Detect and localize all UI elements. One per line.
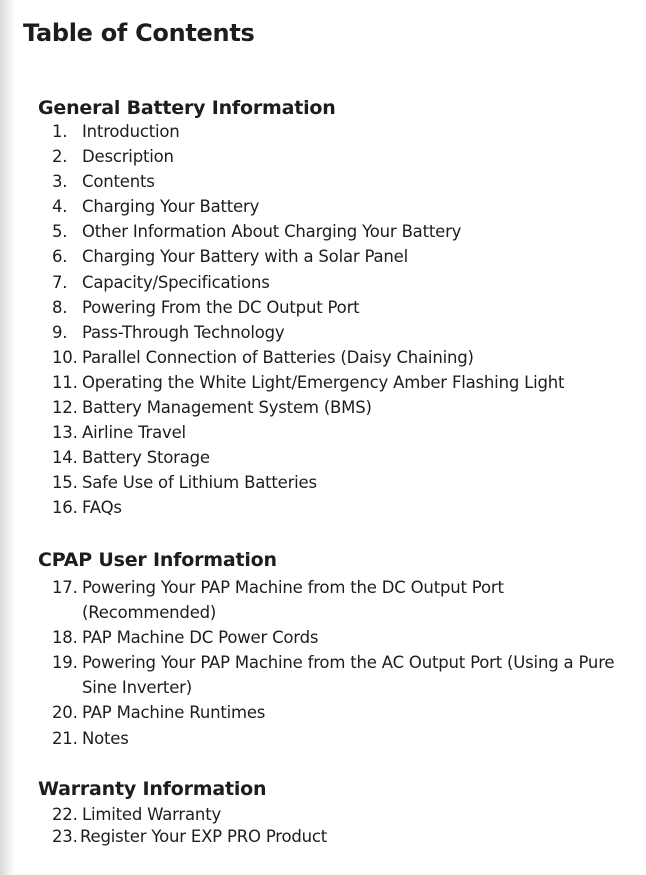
- section-heading-general: General Battery Information: [38, 97, 336, 119]
- toc-item[interactable]: 5. Other Information About Charging Your Battery: [52, 222, 462, 242]
- toc-item[interactable]: 17. Powering Your PAP Machine from the DC Output Port (Recommended): [52, 578, 504, 623]
- toc-item[interactable]: 10. Parallel Connection of Batteries (Daisy Chaining): [52, 347, 474, 367]
- toc-item[interactable]: 11. Operating the White Light/Emergency Amber Flashing Light: [52, 372, 565, 392]
- toc-item[interactable]: 12. Battery Management System (BMS): [52, 398, 372, 418]
- toc-item[interactable]: 23. Register Your EXP PRO Product: [52, 827, 328, 846]
- section-heading-warranty: Warranty Information: [38, 778, 267, 800]
- toc-item[interactable]: 7. Capacity/Specifications: [52, 272, 270, 292]
- page-title: Table of Contents: [23, 19, 255, 47]
- toc-item[interactable]: 2. Description: [52, 147, 174, 167]
- toc-item[interactable]: 4. Charging Your Battery: [52, 197, 260, 217]
- toc-list-warranty: [0, 804, 627, 848]
- toc-item[interactable]: 3. Contents: [52, 172, 155, 192]
- toc-item[interactable]: 20. PAP Machine Runtimes: [52, 703, 266, 723]
- toc-item[interactable]: 9. Pass-Through Technology: [52, 322, 285, 342]
- toc-item[interactable]: 8. Powering From the DC Output Port: [52, 297, 360, 317]
- toc-item[interactable]: 22. Limited Warranty: [52, 805, 222, 824]
- toc-list-general: [0, 119, 627, 521]
- section-heading-cpap: CPAP User Information: [38, 549, 277, 571]
- toc-item[interactable]: 1. Introduction: [52, 122, 180, 141]
- toc-item[interactable]: 21. Notes: [52, 728, 129, 748]
- toc-item[interactable]: 18. PAP Machine DC Power Cords: [52, 628, 319, 648]
- toc-item[interactable]: 14. Battery Storage: [52, 448, 210, 468]
- toc-item[interactable]: 6. Charging Your Battery with a Solar Panel: [52, 247, 409, 267]
- toc-list-cpap: [0, 575, 627, 751]
- toc-item[interactable]: 16. FAQs: [52, 498, 122, 518]
- toc-item[interactable]: 15. Safe Use of Lithium Batteries: [52, 473, 317, 493]
- toc-item[interactable]: 19. Powering Your PAP Machine from the AC Output Port (Using a Pure Sine Inverter): [52, 653, 615, 698]
- toc-item[interactable]: 13. Airline Travel: [52, 423, 186, 443]
